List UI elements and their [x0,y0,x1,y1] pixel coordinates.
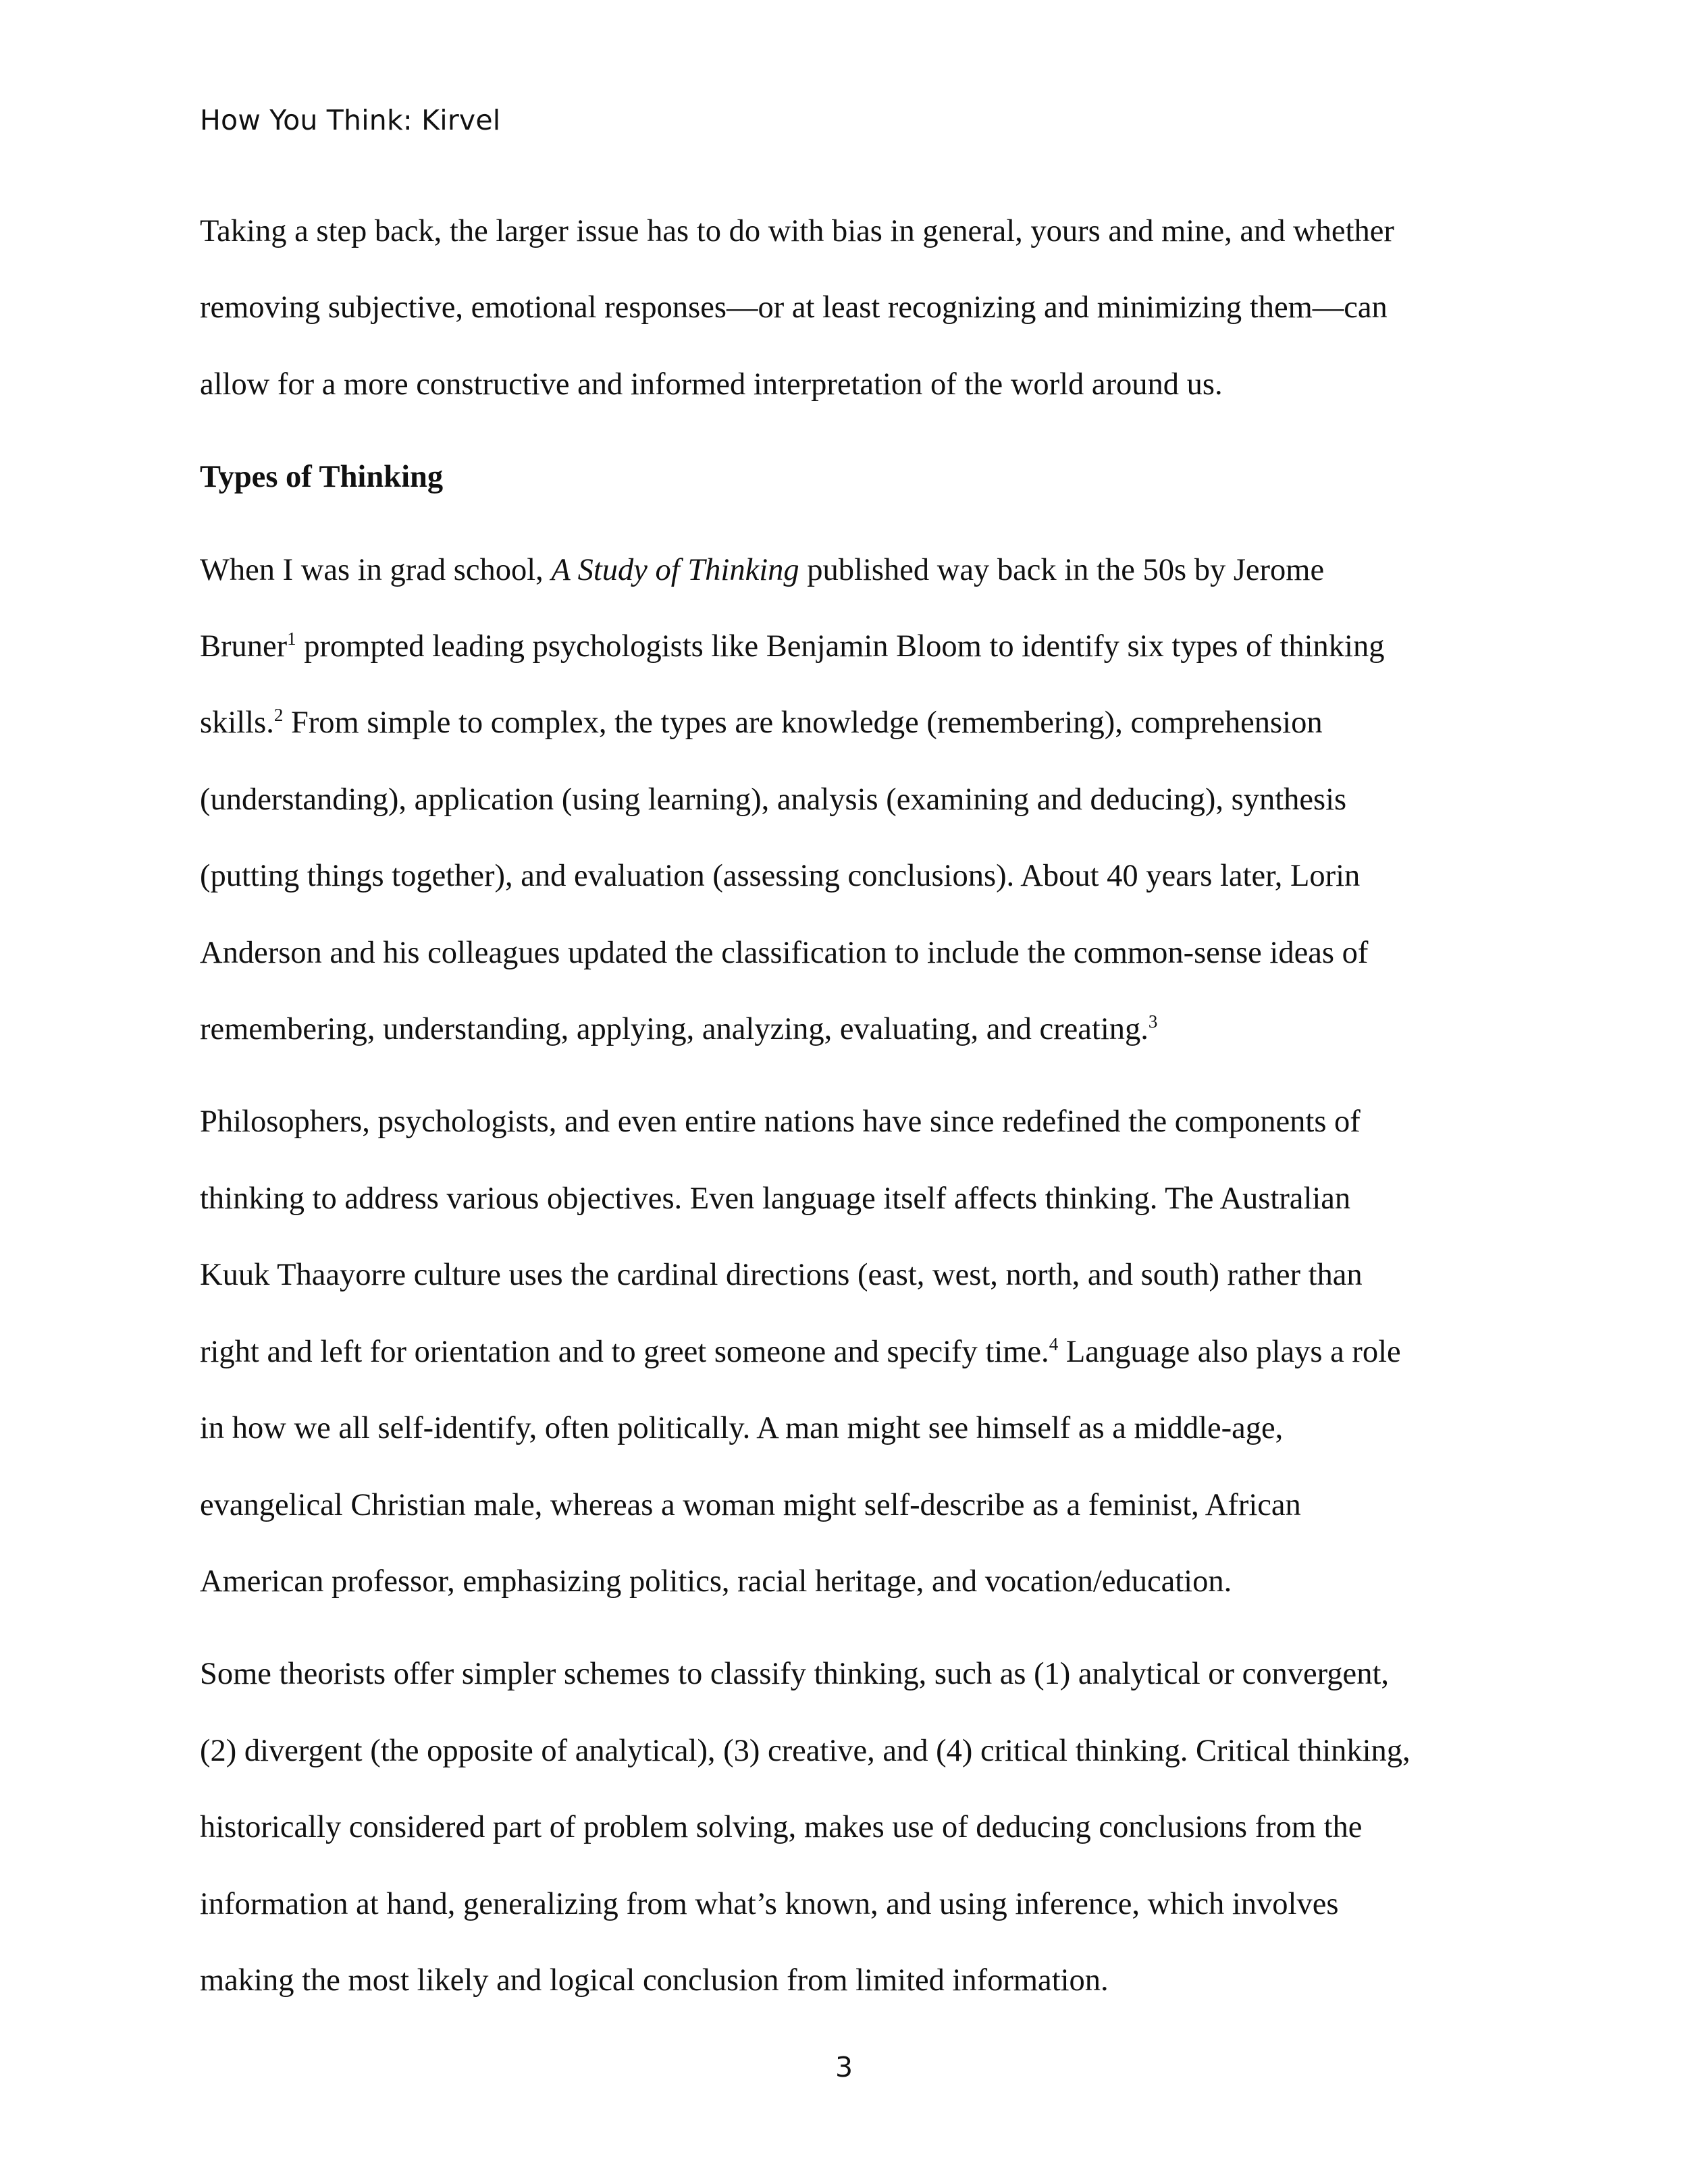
p2-line-4 [200,1314,1500,1390]
running-header: How You Think: Kirvel [200,104,501,136]
intro-paragraph [200,193,1500,423]
paragraph-1 [200,532,1500,1068]
p2-line-6: evangelical Christian male, whereas a woman might self-describe as a feminist, African [200,1487,1301,1522]
p3-line-4: information at hand, generalizing from what’s known, and using inference, which involves [200,1886,1339,1921]
p2-line-2: thinking to address various objectives. Even language itself affects thinking. The Australian [200,1181,1351,1216]
p2-line-4-text-a: right and left for orientation and to greet someone and specify time. [200,1334,1049,1369]
p2-line-1: Philosophers, psychologists, and even entire nations have since redefined the components of [200,1104,1361,1140]
p1-line-2-text-b: prompted leading psychologists like Benjamin Bloom to identify six types of thinking [296,629,1385,664]
p3-line-3: historically considered part of problem solving, makes use of deducing conclusions from the [200,1810,1363,1845]
p3-line-5: making the most likely and logical conclusion from limited information. [200,1963,1109,1998]
p1-line-2-text-a: Bruner [200,629,288,664]
p1-line-3-text-b: From simple to complex, the types are knowledge (remembering), comprehension [283,705,1323,741]
intro-line-3: allow for a more constructive and informed interpretation of the world around us. [200,367,1223,402]
p2-line-5: in how we all self-identify, often politically. A man might see himself as a middle-age, [200,1411,1284,1446]
intro-line-1: Taking a step back, the larger issue has to do with bias in general, yours and mine, and whether [200,214,1394,248]
footnote-ref-1: 1 [287,629,296,649]
p2-line-3: Kuuk Thaayorre culture uses the cardinal directions (east, west, north, and south) rather than [200,1258,1363,1293]
intro-line-2: removing subjective, emotional responses—or at least recognizing and minimizing them—can [200,290,1388,325]
book-title: A Study of Thinking [551,552,799,587]
page-number: 3 [835,2051,853,2083]
footnote-ref-3: 3 [1148,1011,1158,1032]
p1-line-3 [200,685,1500,761]
p1-line-3-text-a: skills. [200,705,274,741]
paragraph-3 [200,1636,1500,2019]
paragraph-2 [200,1084,1500,1620]
p1-line-2 [200,608,1500,685]
p3-line-1: Some theorists offer simpler schemes to classify thinking, such as (1) analytical or convergent, [200,1657,1389,1692]
p1-line-1-text-a: When I was in grad school, [200,552,552,587]
p1-line-1-text-b: published way back in the 50s by Jerome [799,552,1325,587]
p1-line-7-text: remembering, understanding, applying, analyzing, evaluating, and creating. [200,1012,1149,1047]
p1-line-5: (putting things together), and evaluation (assessing conclusions). About 40 years later, Lorin [200,859,1361,894]
body-text [200,193,1500,2035]
p2-line-7: American professor, emphasizing politics, racial heritage, and vocation/education. [200,1564,1232,1599]
section-heading: Types of Thinking [200,460,444,495]
p1-line-6: Anderson and his colleagues updated the classification to include the common-sense ideas of [200,935,1369,970]
p1-line-7 [200,991,1500,1067]
p2-line-4-text-b: Language also plays a role [1058,1334,1401,1369]
p1-line-1 [200,532,1500,608]
p1-line-4: (understanding), application (using learning), analysis (examining and deducing), synthesis [200,782,1347,817]
footnote-ref-2: 2 [273,705,284,726]
footnote-ref-4: 4 [1049,1333,1059,1354]
p3-line-2: (2) divergent (the opposite of analytical), (3) creative, and (4) critical thinking. Critical thinking, [200,1733,1410,1768]
